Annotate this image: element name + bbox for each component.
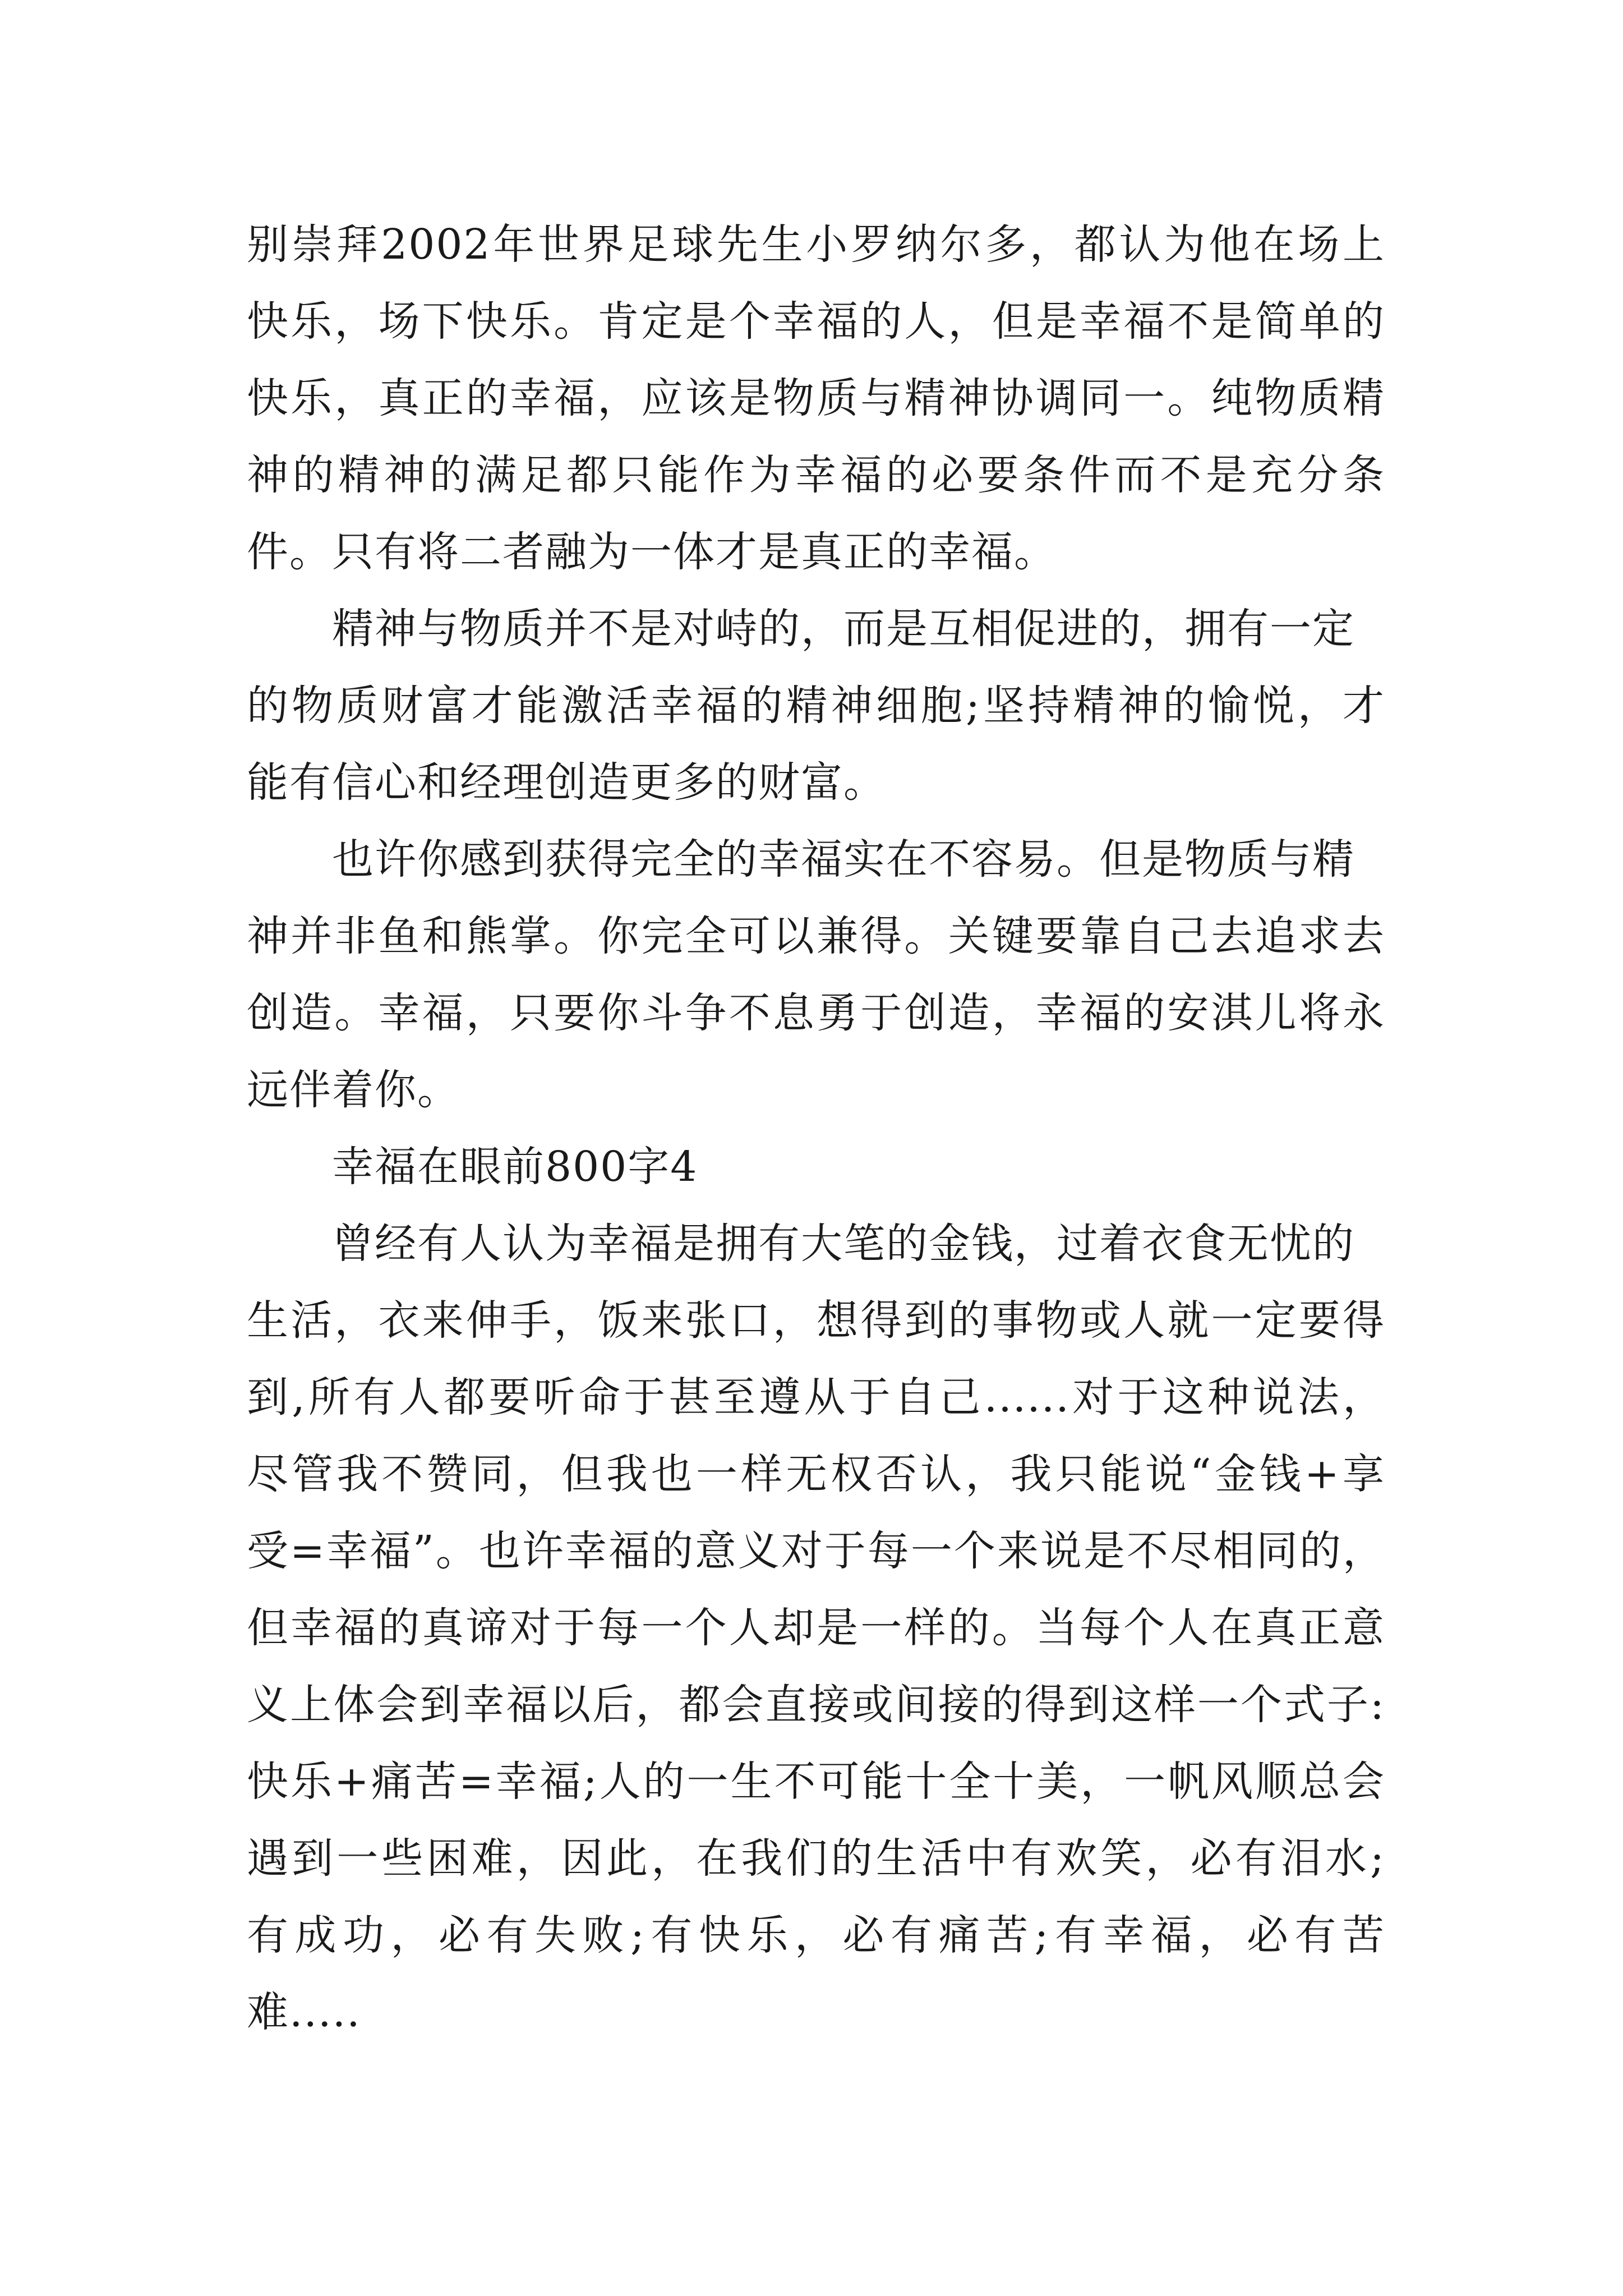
text-line: 神并非鱼和熊掌。你完全可以兼得。关键要靠自己去追求去 bbox=[247, 912, 1385, 960]
text-line: 创造。幸福，只要你斗争不息勇于创造，幸福的安淇儿将永 bbox=[247, 989, 1385, 1037]
text-line: 义上体会到幸福以后，都会直接或间接的得到这样一个式子: bbox=[247, 1681, 1385, 1729]
paragraph-first-line: 也许你感到获得完全的幸福实在不容易。但是物质与精 bbox=[332, 835, 1355, 884]
text-line: 件。只有将二者融为一体才是真正的幸福。 bbox=[247, 528, 1057, 576]
paragraph-first-line: 精神与物质并不是对峙的，而是互相促进的，拥有一定 bbox=[332, 605, 1355, 653]
paragraph-first-line: 曾经有人认为幸福是拥有大笔的金钱，过着衣食无忧的 bbox=[332, 1220, 1355, 1268]
text-line: 快乐，真正的幸福，应该是物质与精神协调同一。纯物质精 bbox=[247, 374, 1385, 422]
text-line: 别崇拜2002年世界足球先生小罗纳尔多，都认为他在场上 bbox=[247, 220, 1385, 269]
text-line: 能有信心和经理创造更多的财富。 bbox=[247, 758, 886, 807]
text-line: 远伴着你。 bbox=[247, 1066, 460, 1114]
text-line: 快乐，场下快乐。肯定是个幸福的人，但是幸福不是简单的 bbox=[247, 297, 1385, 346]
text-line: 尽管我不赞同，但我也一样无权否认，我只能说“金钱+享 bbox=[247, 1450, 1385, 1498]
text-line: 的物质财富才能激活幸福的精神细胞;坚持精神的愉悦，才 bbox=[247, 682, 1385, 730]
text-line: 神的精神的满足都只能作为幸福的必要条件而不是充分条 bbox=[247, 451, 1385, 499]
text-line: 受=幸福”。也许幸福的意义对于每一个来说是不尽相同的， bbox=[247, 1527, 1385, 1575]
text-line: 到,所有人都要听命于甚至遵从于自己......对于这种说法， bbox=[247, 1373, 1385, 1421]
text-line: 难..... bbox=[247, 1988, 361, 2036]
text-line: 生活，衣来伸手，饭来张口，想得到的事物或人就一定要得 bbox=[247, 1296, 1385, 1345]
section-heading: 幸福在眼前800字4 bbox=[332, 1143, 698, 1191]
text-line: 遇到一些困难，因此，在我们的生活中有欢笑，必有泪水; bbox=[247, 1834, 1385, 1883]
text-line: 有成功，必有失败;有快乐，必有痛苦;有幸福，必有苦 bbox=[247, 1911, 1385, 1959]
text-line: 快乐+痛苦=幸福;人的一生不可能十全十美，一帆风顺总会 bbox=[247, 1757, 1385, 1806]
body-text bbox=[247, 206, 1385, 2051]
text-line: 但幸福的真谛对于每一个人却是一样的。当每个人在真正意 bbox=[247, 1604, 1385, 1652]
